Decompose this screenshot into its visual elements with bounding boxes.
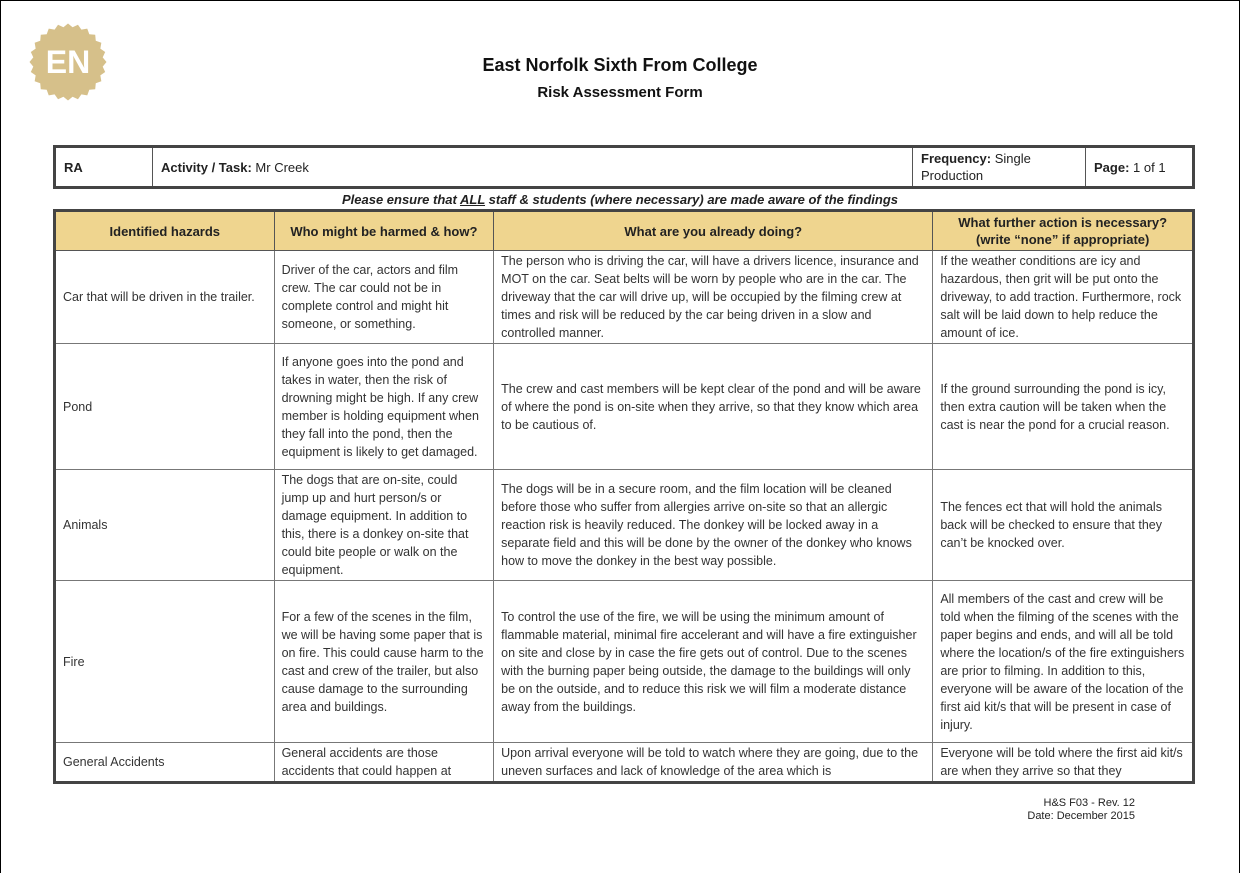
column-header-doing: What are you already doing?	[494, 211, 933, 251]
further-cell: All members of the cast and crew will be told when the filming of the scenes with the paper begins and ends, and will all be told where the location/s of the fire extinguishers are prior to filming. In addition to this, everyone will be aware of the location of the first aid kit/s that will be present in case of injury.	[933, 581, 1194, 743]
doing-cell: To control the use of the fire, we will be using the minimum amount of flammable material, minimal fire accelerant and will have a fire extinguisher on site and close by in case the fire gets out of control. Due to the scenes with the burning paper being outside, the damage to the buildings will only be on the outside, and to reduce this risk we will film a moderate distance away from the buildings.	[494, 581, 933, 743]
column-header-who: Who might be harmed & how?	[274, 211, 494, 251]
doing-cell: The person who is driving the car, will have a drivers licence, insurance and MOT on the car. Seat belts will be worn by people who are in the car. The driveway that the car will drive up, will be occupied by the filming crew at times and risk will be reduced by the car being driven in a slow and controlled manner.	[494, 251, 933, 344]
table-row	[55, 470, 1194, 581]
table-row	[55, 581, 1194, 743]
hazard-cell: Pond	[55, 344, 275, 470]
doing-cell: Upon arrival everyone will be told to watch where they are going, due to the uneven surfaces and lack of knowledge of the area which is	[494, 743, 933, 783]
document-footer	[985, 797, 1135, 823]
doing-cell: The crew and cast members will be kept clear of the pond and will be aware of where the pond is on-site when they arrive, so that they know which area to be cautious of.	[494, 344, 933, 470]
notice-before: Please ensure that	[341, 192, 460, 207]
activity-cell	[153, 148, 913, 186]
form-date: Date: December 2015	[1027, 810, 1135, 822]
further-cell: Everyone will be told where the first aid kit/s are when they arrive so that they	[933, 743, 1194, 783]
assessment-info-bar	[53, 145, 1195, 189]
table-row	[55, 344, 1194, 470]
frequency-cell	[913, 148, 1086, 186]
form-reference: H&S F03 - Rev. 12	[1043, 797, 1135, 809]
column-header-hazards: Identified hazards	[55, 211, 275, 251]
further-cell: If the weather conditions are icy and hazardous, then grit will be put onto the driveway, to add traction. Furthermore, rock salt will be laid down to help reduce the amount of ice.	[933, 251, 1194, 344]
risk-assessment-table	[53, 209, 1195, 784]
hazard-cell: General Accidents	[55, 743, 275, 783]
hazard-cell: Car that will be driven in the trailer.	[55, 251, 275, 344]
activity-label: Activity / Task:	[161, 159, 252, 175]
further-cell: If the ground surrounding the pond is icy, then extra caution will be taken when the cast is near the pond for a crucial reason.	[933, 344, 1194, 470]
column-header-further: What further action is necessary? (write “none” if appropriate)	[933, 211, 1194, 251]
hazard-cell: Animals	[55, 470, 275, 581]
activity-value: Mr Creek	[255, 159, 309, 175]
ra-cell: RA	[56, 148, 153, 186]
notice-after: staff & students (where necessary) are made aware of the findings	[485, 192, 899, 207]
table-row	[55, 743, 1194, 783]
who-cell: General accidents are those accidents that could happen at	[274, 743, 494, 783]
frequency-value: Single Production	[921, 151, 1031, 183]
who-cell: The dogs that are on-site, could jump up and hurt person/s or damage equipment. In addition to this, there is a donkey on-site that could bite people or walk on the equipment.	[274, 470, 494, 581]
who-cell: Driver of the car, actors and film crew. The car could not be in complete control and might hit someone, or something.	[274, 251, 494, 344]
table-header-row	[55, 211, 1194, 251]
page-value: 1 of 1	[1133, 159, 1166, 175]
who-cell: For a few of the scenes in the film, we will be having some paper that is on fire. This could cause harm to the cast and crew of the trailer, but also cause damage to the surrounding area and buildings.	[274, 581, 494, 743]
notice-line	[0, 192, 1240, 207]
college-name: East Norfolk Sixth From College	[482, 55, 758, 75]
who-cell: If anyone goes into the pond and takes in water, then the risk of drowning might be high. If any crew member is holding equipment when they fall into the pond, then the equipment is likely to get damaged.	[274, 344, 494, 470]
page-cell	[1086, 148, 1192, 186]
table-row	[55, 251, 1194, 344]
further-cell: The fences ect that will hold the animals back will be checked to ensure that they can’t be knocked over.	[933, 470, 1194, 581]
notice-emphasis: ALL	[459, 192, 486, 207]
frequency-label: Frequency:	[921, 151, 992, 166]
logo-text: EN	[45, 44, 91, 80]
hazard-cell: Fire	[55, 581, 275, 743]
doing-cell: The dogs will be in a secure room, and the film location will be cleaned before those who suffer from allergies arrive on-site so that an allergic reaction risk is heavily reduced. The donkey will be locked away in a separate field and this will be done by the owner of the donkey who knows how to move the donkey in the best way possible.	[494, 470, 933, 581]
form-title: Risk Assessment Form	[537, 84, 703, 101]
page-label: Page:	[1094, 159, 1130, 175]
